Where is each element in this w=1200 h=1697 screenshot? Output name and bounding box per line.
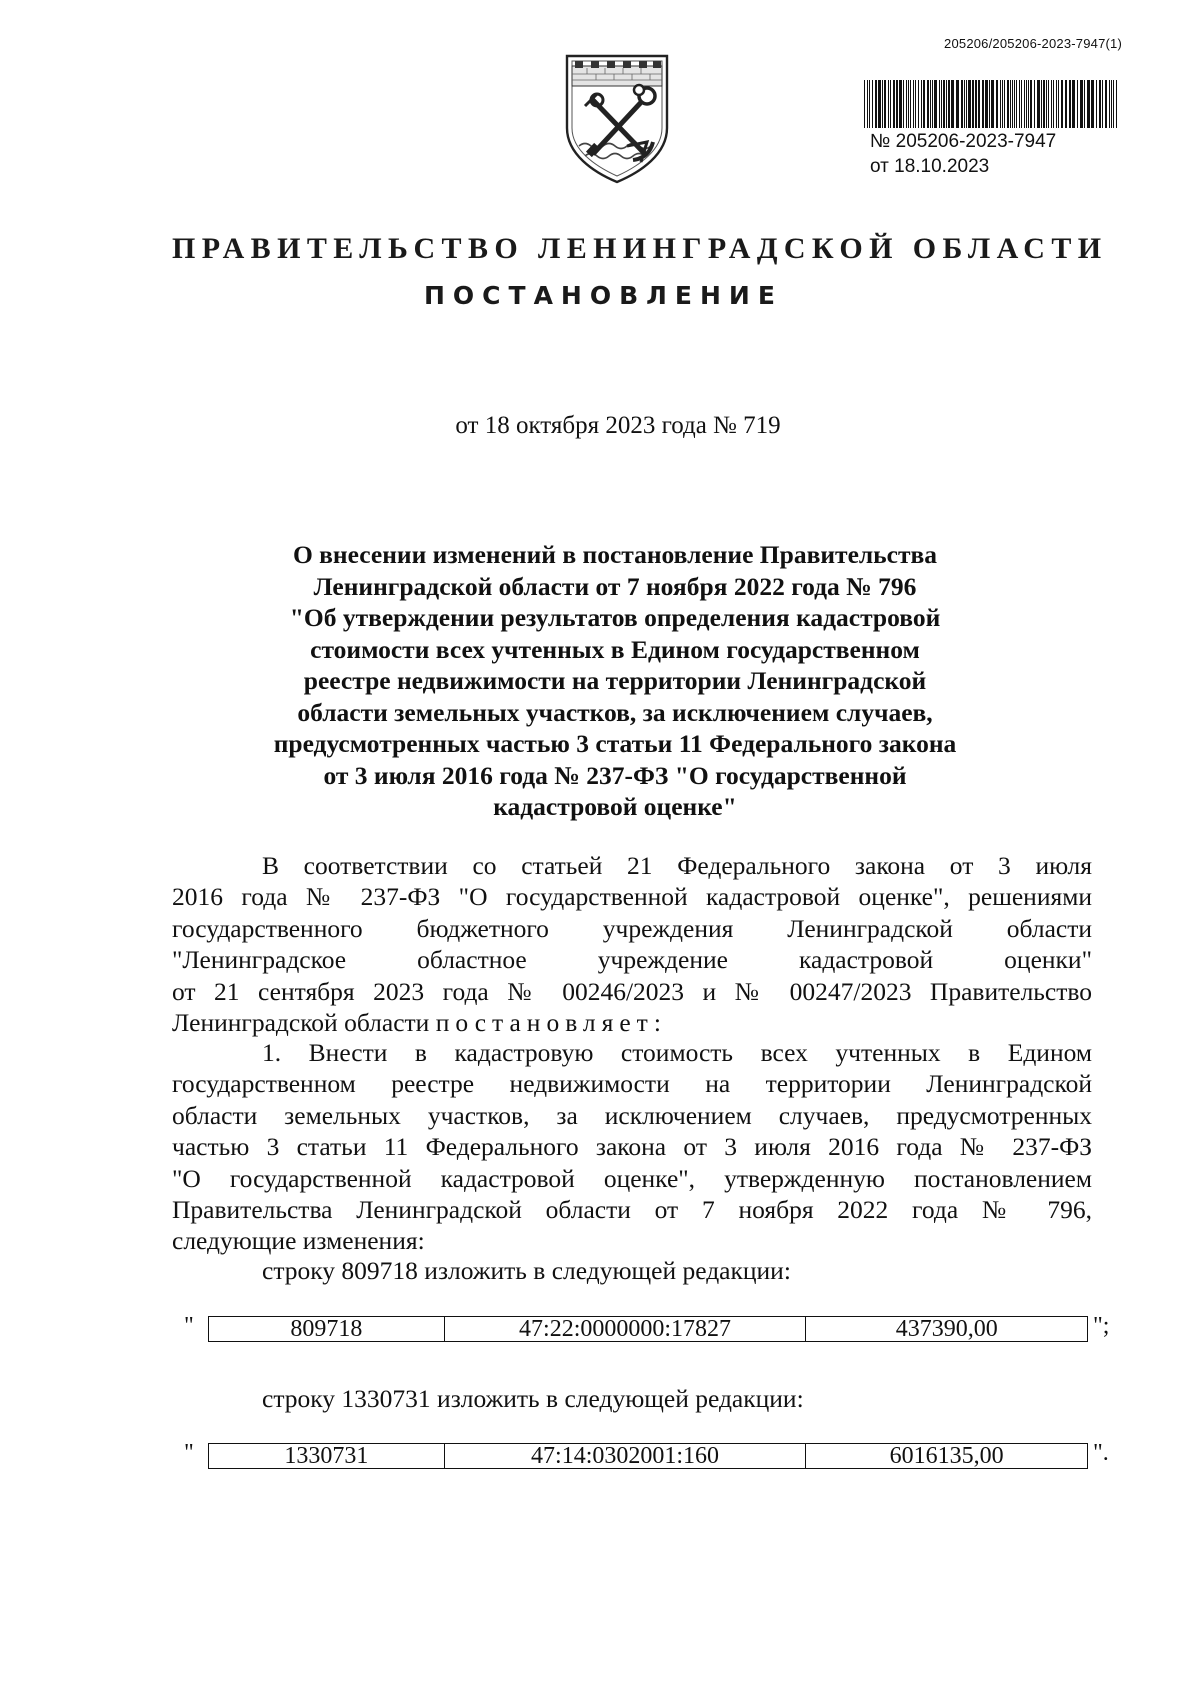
row-number-cell: 1330731 (209, 1444, 445, 1469)
registration-number: № 205206-2023-7947 (870, 131, 1057, 152)
document-subject (200, 539, 1030, 823)
subject-line: кадастровой оценке" (493, 792, 737, 821)
body-line (172, 1007, 1092, 1038)
government-title: ПРАВИТЕЛЬСТВО ЛЕНИНГРАДСКОЙ ОБЛАСТИ (172, 232, 1108, 265)
row-2-quote-open: " (184, 1440, 194, 1466)
row-1-quote-close: "; (1093, 1313, 1110, 1339)
table-row (209, 1317, 1088, 1342)
preamble-paragraph (172, 850, 1092, 1038)
body-line: "Ленинградское областное учреждение кадастровой оценки" (172, 945, 1092, 975)
row-2-quote-close: ". (1093, 1440, 1109, 1466)
subject-line: от 3 июля 2016 года № 237-ФЗ "О государственной (323, 760, 907, 790)
body-line: частью 3 статьи 11 Федерального закона от 3 июля 2016 года № 237-ФЗ (172, 1132, 1092, 1162)
subject-line: О внесении изменений в постановление Правительства (292, 540, 938, 569)
row-number-cell: 809718 (209, 1317, 445, 1342)
row-1-intro: строку 809718 изложить в следующей редакции: (262, 1256, 791, 1285)
subject-line: Ленинградской области от 7 ноября 2022 года № 796 (313, 571, 917, 601)
barcode-icon (862, 80, 1120, 128)
row-1-table (208, 1316, 1088, 1342)
registration-date: от 18.10.2023 (870, 156, 990, 177)
document-code: 205206/205206-2023-7947(1) (944, 36, 1122, 51)
body-line: 2016 года № 237-ФЗ "О государственной кадастровой оценке", решениями (172, 882, 1092, 912)
body-line: государственного бюджетного учреждения Ленинградской области (172, 913, 1092, 943)
body-line: государственном реестре недвижимости на территории Ленинградской (172, 1069, 1092, 1099)
subject-line: "Об утверждении результатов определения кадастровой (289, 603, 941, 632)
table-row (209, 1444, 1088, 1469)
document-kind: ПОСТАНОВЛЕНИЕ (424, 281, 783, 310)
body-line: следующие изменения: (172, 1226, 425, 1256)
cadastral-value-cell: 6016135,00 (806, 1444, 1088, 1469)
body-line: "О государственной кадастровой оценке", утвержденную постановлением (172, 1163, 1092, 1193)
subject-line: области земельных участков, за исключением случаев, (297, 697, 933, 727)
body-line: области земельных участков, за исключением случаев, предусмотренных (172, 1100, 1092, 1130)
document-date-number: от 18 октября 2023 года № 719 (455, 412, 781, 439)
cadastral-number-cell: 47:14:0302001:160 (444, 1444, 806, 1469)
subject-line: предусмотренных частью 3 статьи 11 Федерального закона (273, 729, 957, 758)
body-line: В соответствии со статьей 21 Федерального закона от 3 июля (262, 851, 1092, 880)
body-line: от 21 сентября 2023 года № 00246/2023 и № 00247/2023 Правительство (172, 976, 1092, 1006)
body-line: 1. Внести в кадастровую стоимость всех учтенных в Едином (262, 1038, 1092, 1067)
cadastral-value-cell: 437390,00 (806, 1317, 1088, 1342)
coat-of-arms-icon (561, 50, 673, 186)
body-line: Правительства Ленинградской области от 7 ноября 2022 года № 796, (172, 1195, 1092, 1225)
body-line-text: Ленинградской области (172, 1008, 430, 1038)
keyword-postanovlyaet: постановляет: (435, 1008, 667, 1038)
row-2-table (208, 1443, 1088, 1469)
subject-line: стоимости всех учтенных в Едином государственном (310, 634, 920, 664)
item-1-paragraph (172, 1037, 1092, 1257)
row-1-quote-open: " (184, 1313, 194, 1339)
cadastral-number-cell: 47:22:0000000:17827 (444, 1317, 806, 1342)
row-2-intro: строку 1330731 изложить в следующей редакции: (262, 1384, 804, 1413)
subject-line: реестре недвижимости на территории Ленинградской (303, 666, 927, 695)
